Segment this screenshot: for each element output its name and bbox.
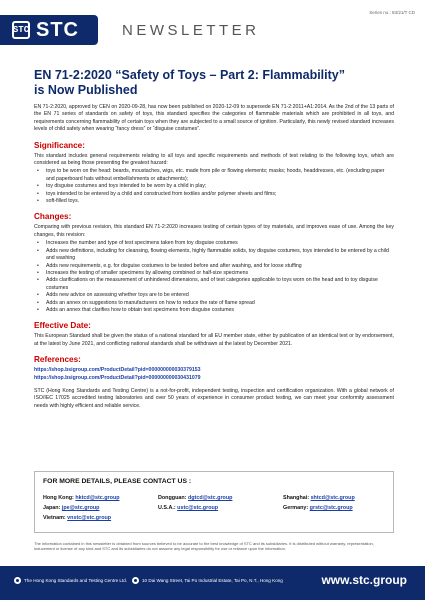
title-line-1: EN 71-2:2020 “Safety of Toys – Part 2: Flammability” [34,68,345,82]
stc-logo-icon: STC [12,21,30,39]
issue-reference: Series no.: 83/21/T CD [369,10,415,15]
list-item: • toy disguise costumes and toys intended to be worn by a child in play; [34,183,394,190]
contact-vietnam [43,514,111,524]
contact-email[interactable]: vnstc@stc.group [67,515,112,521]
page-footer [0,566,425,600]
changes-list [34,240,394,314]
list-item: • soft-filled toys. [34,198,394,205]
footer-address [132,577,283,584]
newsletter-label: NEWSLETTER [122,22,260,39]
stc-logo [0,15,98,45]
changes-heading: Changes: [34,212,72,222]
list-item: • Adds an annex on suggestions to manufacturers on how to reduce the rate of flame spread [34,300,394,307]
contact-label: Hong Kong: [43,495,74,501]
article-body [34,104,394,410]
logo-text: STC [36,18,79,41]
title-line-2: is Now Published [34,83,138,97]
contact-email[interactable]: grstc@stc.group [309,505,353,511]
contact-label: Shanghai: [283,495,310,501]
contact-label: Dongguan: [158,495,187,501]
contact-email[interactable]: shtcd@stc.group [310,495,355,501]
contact-title: FOR MORE DETAILS, PLEASE CONTACT US : [43,478,192,485]
contact-box [34,471,394,533]
significance-text: This standard includes general requirements relating to all toys and specific requirements and methods of test relating to the following toys, which are considered as being those presenting the greatest hazard: [34,152,394,167]
effective-date-heading: Effective Date: [34,321,91,331]
reference-link-1[interactable]: https://shop.bsigroup.com/ProductDetail?pid=000000000030379153 [34,367,201,374]
company-logo-icon [14,577,21,584]
list-item: • Adds an annex that clarifies how to obtain test specimens from disguise costumes [34,307,394,314]
contact-label: Germany: [283,505,309,511]
changes-text: Comparing with previous revision, this standard EN 71-2:2020 increases testing of certain types of toy materials, and improves ease of use. Among the key changes, this revision: [34,224,394,238]
contact-hong-kong [43,494,120,504]
contact-email[interactable]: hktcd@stc.group [75,495,120,501]
contact-dongguan [158,494,232,504]
article-title [34,68,394,98]
footer-address-text: 10 Dai Wang Street, Tai Po Industrial Estate, Tai Po, N.T., Hong Kong [142,578,283,583]
list-item: • Adds new requirements, e.g. for disguise costumes to be tested before and after washing, and for loose stuffing [34,263,394,270]
reference-link-2[interactable]: https://shop.bsigroup.com/ProductDetail?pid=000000000030431079 [34,374,201,381]
references-heading: References: [34,355,81,365]
contact-shanghai [283,494,355,504]
contact-japan [43,504,99,514]
contact-email[interactable]: ustc@stc.group [177,505,219,511]
list-item: • toys intended to be entered by a child and constructed from textiles and/or polymer sheets and films; [34,191,394,198]
significance-list [34,168,394,205]
location-pin-icon [132,577,139,584]
list-item: • Increases the number and type of test specimens taken from toy disguise costumes [34,240,394,247]
footer-company [14,577,127,584]
contact-label: Japan: [43,505,61,511]
list-item: • Adds clarifications on the measurement of unhindered dimensions, and of test categories applicable to toys worn on the head and to toy disguise costumes [34,277,394,292]
contact-email[interactable]: jpe@stc.group [61,505,100,511]
page-header [0,0,425,58]
contact-label: Vietnam: [43,515,66,521]
contact-usa [158,504,218,514]
footer-company-name: The Hong Kong Standards and Testing Centre Ltd. [24,578,128,583]
list-item: • Adds new advice on assessing whether toys are to be entered [34,292,394,299]
disclaimer-text: The information contained in this newsletter is obtained from sources believed to be accurate to the best knowledge of STC and its subsidiaries. It is distributed without warranty, representation, inducement or license of any kind and STC and its subsidiaries do not assume any legal responsibility for use or reliance upon the information. [34,541,374,552]
about-paragraph: STC (Hong Kong Standards and Testing Centre) is a not-for-profit, independent testing, inspection and certification organization. With a global network of ISO/IEC 17025 accredited testing laboratories and over 50 years of experience in consumer product testing, we can meet your conformity assessment needs with highly efficient and reliable service. [34,387,394,409]
significance-heading: Significance: [34,140,85,150]
contact-germany [283,504,353,514]
intro-paragraph: EN 71-2:2020, approved by CEN on 2020-09-28, has now been published on 2020-12-09 to supersede EN 71-2:2011+A1:2014. As the 2nd of the 13 parts of the EN 71 series of standards on safety of toys, this standard specifies the categories of flammable materials which are prohibited in all toys, and requirements concerning flammability of certain toys when they are subjected to a small source of ignition. Particularly, this newly revised standard increases levels of child safety when wearing “fancy dress” or “disguise costumes”. [34,104,394,133]
list-item: • Adds new definitions, including for cleansing, flowing elements, highly flammable solids, toy disguise costumes, toys intended to be entered by a child and washing [34,248,394,263]
website-link[interactable]: www.stc.group [321,573,407,587]
contact-label: U.S.A.: [158,505,176,511]
list-item: • toys to be worn on the head: beards, moustaches, wigs, etc. made from pile or flowing elements; masks; hoods, headdresses, etc. (excluding paper and paperboard hats without embellishments or attachments); [34,168,394,183]
contact-email[interactable]: dgtcd@stc.group [187,495,233,501]
effective-date-text: This European Standard shall be given the status of a national standard for all EU member state, either by publication of an identical text or by endorsement, at the latest by June 2021, and conflicting national standards shall be withdrawn at the latest by December 2021. [34,333,394,347]
list-item: • Increases the testing of smaller specimens by allowing combined or half-size specimens [34,270,394,277]
